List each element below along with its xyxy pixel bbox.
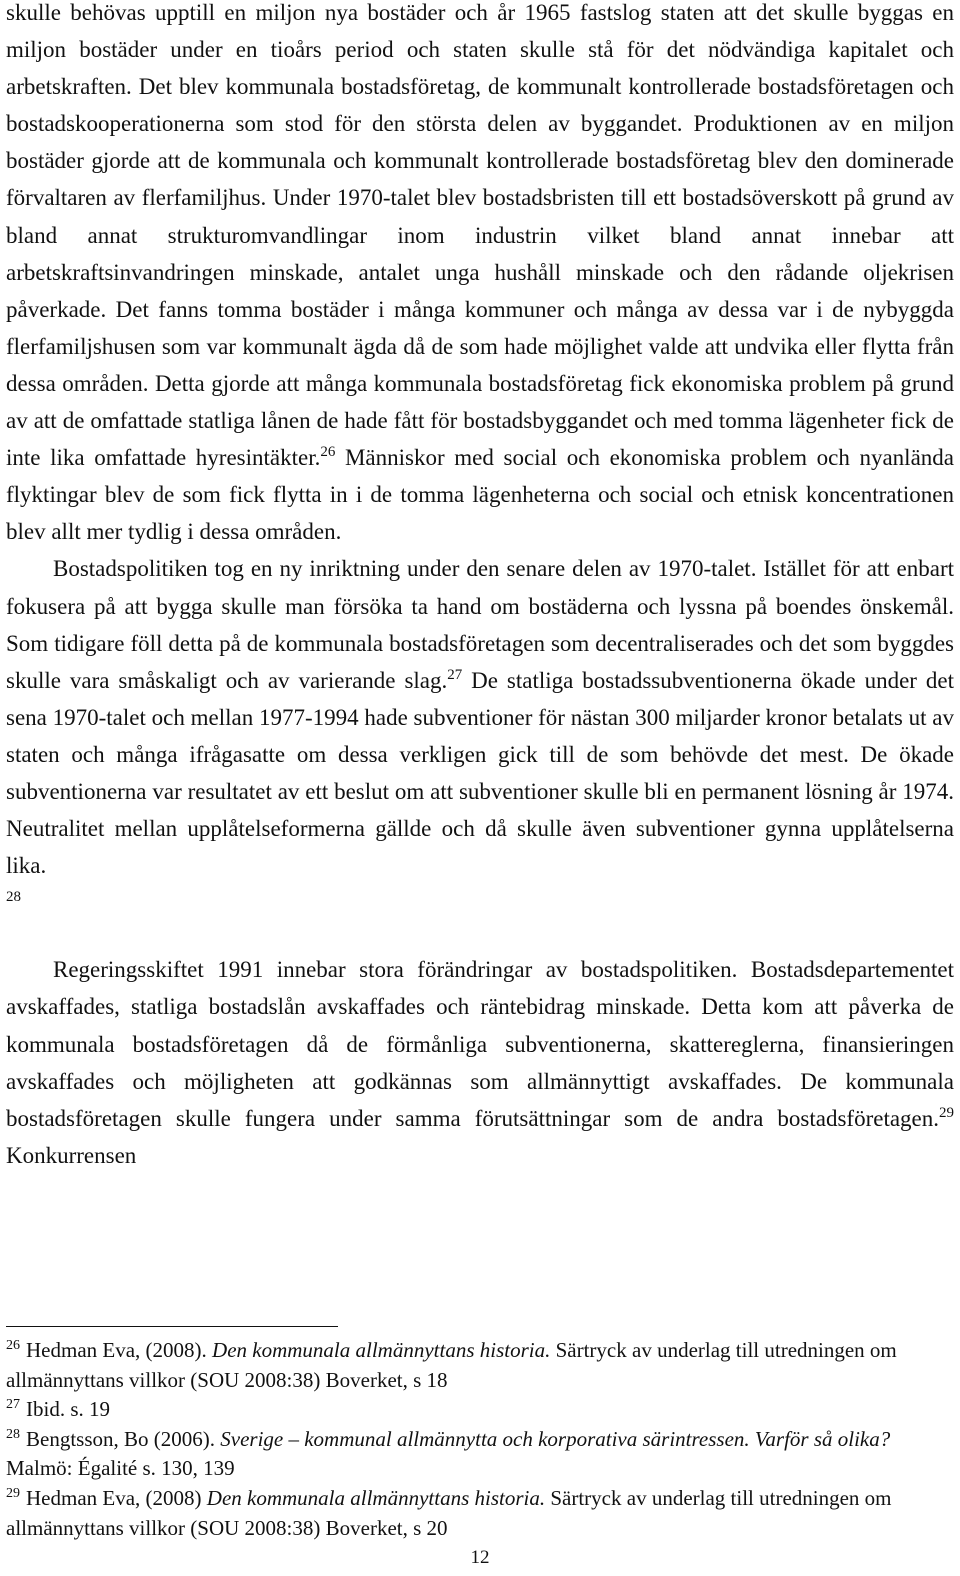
footnote-26 [6, 1336, 954, 1395]
footnote-text: Bengtsson, Bo (2006). [26, 1426, 221, 1451]
footnote-text: Hedman Eva, (2008). [26, 1338, 213, 1362]
footnote-29 [6, 1484, 954, 1543]
paragraph-1-text-b: Människor med social och ekonomiska problem och nyanlända flyktingar blev de som fick flytta in i de tomma lägenheterna och social och etnisk koncentrationen blev allt mer tydlig i dessa områden. [6, 445, 954, 545]
footnote-title: Sverige – kommunal allmännytta och korporativa särintressen. Varför så olika? [220, 1426, 891, 1451]
paragraph-1-text-a: skulle behövas upptill en miljon nya bostäder och år 1965 fastslog staten att det skulle byggas en miljon bostäder under en tioårs period och staten skulle stå för det nödvändiga kapitalet och arbetskraften. Det blev kommunala bostadsföretag, de kommunalt kontrollerade bostadsföretagen och bostadskooperationerna som stod för den största delen av byggandet. Produktionen av en miljon bostäder gjorde att de kommunala och kommunalt kontrollerade bostadsföretag blev den dominerade förvaltaren av flerfamiljhus. Under 1970-talet blev bostadsbristen till ett bostadsöverskott på grund av bland annat strukturomvandlingar inom industrin vilket bland annat innebar att arbetskraftsinvandringen minskade, antalet unga hushåll minskade och den rådande oljekrisen påverkade. Det fanns tomma bostäder i många kommuner och många av dessa var i de nybyggda flerfamiljshusen som var kommunalt ägda då de som hade möjlighet valde att undvika eller flytta från dessa områden. Detta gjorde att många kommunala bostadsföretag fick ekonomiska problem på grund av att de omfattade statliga lånen de hade fått för bostadsbyggandet och med tomma lägenheter fick de inte lika omfattade hyresintäkter. [6, 0, 954, 471]
footnote-27 [6, 1395, 954, 1425]
footnote-ref-29[interactable]: 29 [939, 1104, 954, 1121]
footnote-separator [6, 1326, 338, 1327]
footnote-28 [6, 1425, 954, 1484]
paragraph-3-text-a: Regeringsskiftet 1991 innebar stora förändringar av bostadspolitiken. Bostadsdepartementet avskaffades, statliga bostadslån avskaffades och räntebidrag minskade. Detta kom att påverka de kommunala bostadsföretagen då de förmånliga subventionerna, skattereglerna, finansieringen avskaffades och möjligheten att godkännas som allmännyttigt avskaffades. De kommunala bostadsföretagen skulle fungera under samma förutsättningar som de andra bostadsföretagen. [6, 957, 954, 1131]
footnote-number: 27 [6, 1397, 20, 1413]
footnote-ref-28[interactable]: 28 [6, 889, 21, 906]
footnote-number: 28 [6, 1426, 20, 1442]
footnote-text: Särtryck av underlag till utredningen om allmännyttans villkor (SOU 2008:38) Boverket, s 18 [6, 1338, 897, 1392]
page-number: 12 [470, 1547, 490, 1568]
paragraph-3 [6, 951, 954, 1174]
paragraph-3-text-b: Konkurrensen [6, 1142, 137, 1168]
footnote-number: 26 [6, 1338, 20, 1353]
footnote-title: Den kommunala allmännyttans historia. [206, 1485, 546, 1510]
footnote-text: Särtryck av underlag till utredningen om allmännyttans villkor (SOU 2008:38) Boverket, s 20 [6, 1485, 892, 1540]
document-page [6, 0, 954, 1576]
footnotes [6, 1336, 954, 1543]
body-text [6, 0, 954, 1174]
paragraph-2-text-b: De statliga bostadssubventionerna ökade under det sena 1970-talet och mellan 1977-1994 hade subventioner för nästan 300 miljarder kronor betalats ut av staten och många ifrågasatte om dessa verkligen gick till de som behövde det mest. De ökade subventionerna var resultatet av ett beslut om att subventioner skulle bli en permanent lösning år 1974. Neutralitet mellan upplåtelseformerna gällde och då skulle även subventioner gynna upplåtelserna lika. [6, 667, 954, 879]
paragraph-1 [6, 0, 954, 550]
footnote-number: 29 [6, 1485, 20, 1501]
paragraph-2 [6, 550, 954, 921]
footnote-ref-26[interactable]: 26 [320, 444, 336, 461]
footnote-text: Ibid. s. 19 [26, 1397, 110, 1422]
footnote-text: Malmö: Égalité s. 130, 139 [6, 1456, 235, 1481]
paragraph-2-text-a: Bostadspolitiken tog en ny inriktning under den senare delen av 1970-talet. Istället för att enbart fokusera på att bygga skulle man försöka ta hand om bostäderna och lyssna på boendes önskemål. Som tidigare föll detta på de kommunala bostadsföretagen som decentraliserades och det som byggdes skulle vara småskaligt och av varierande slag. [6, 556, 954, 693]
footnote-ref-27[interactable]: 27 [447, 666, 463, 683]
footnote-title: Den kommunala allmännyttans historia. [212, 1338, 551, 1362]
footnote-text: Hedman Eva, (2008) [26, 1485, 207, 1510]
